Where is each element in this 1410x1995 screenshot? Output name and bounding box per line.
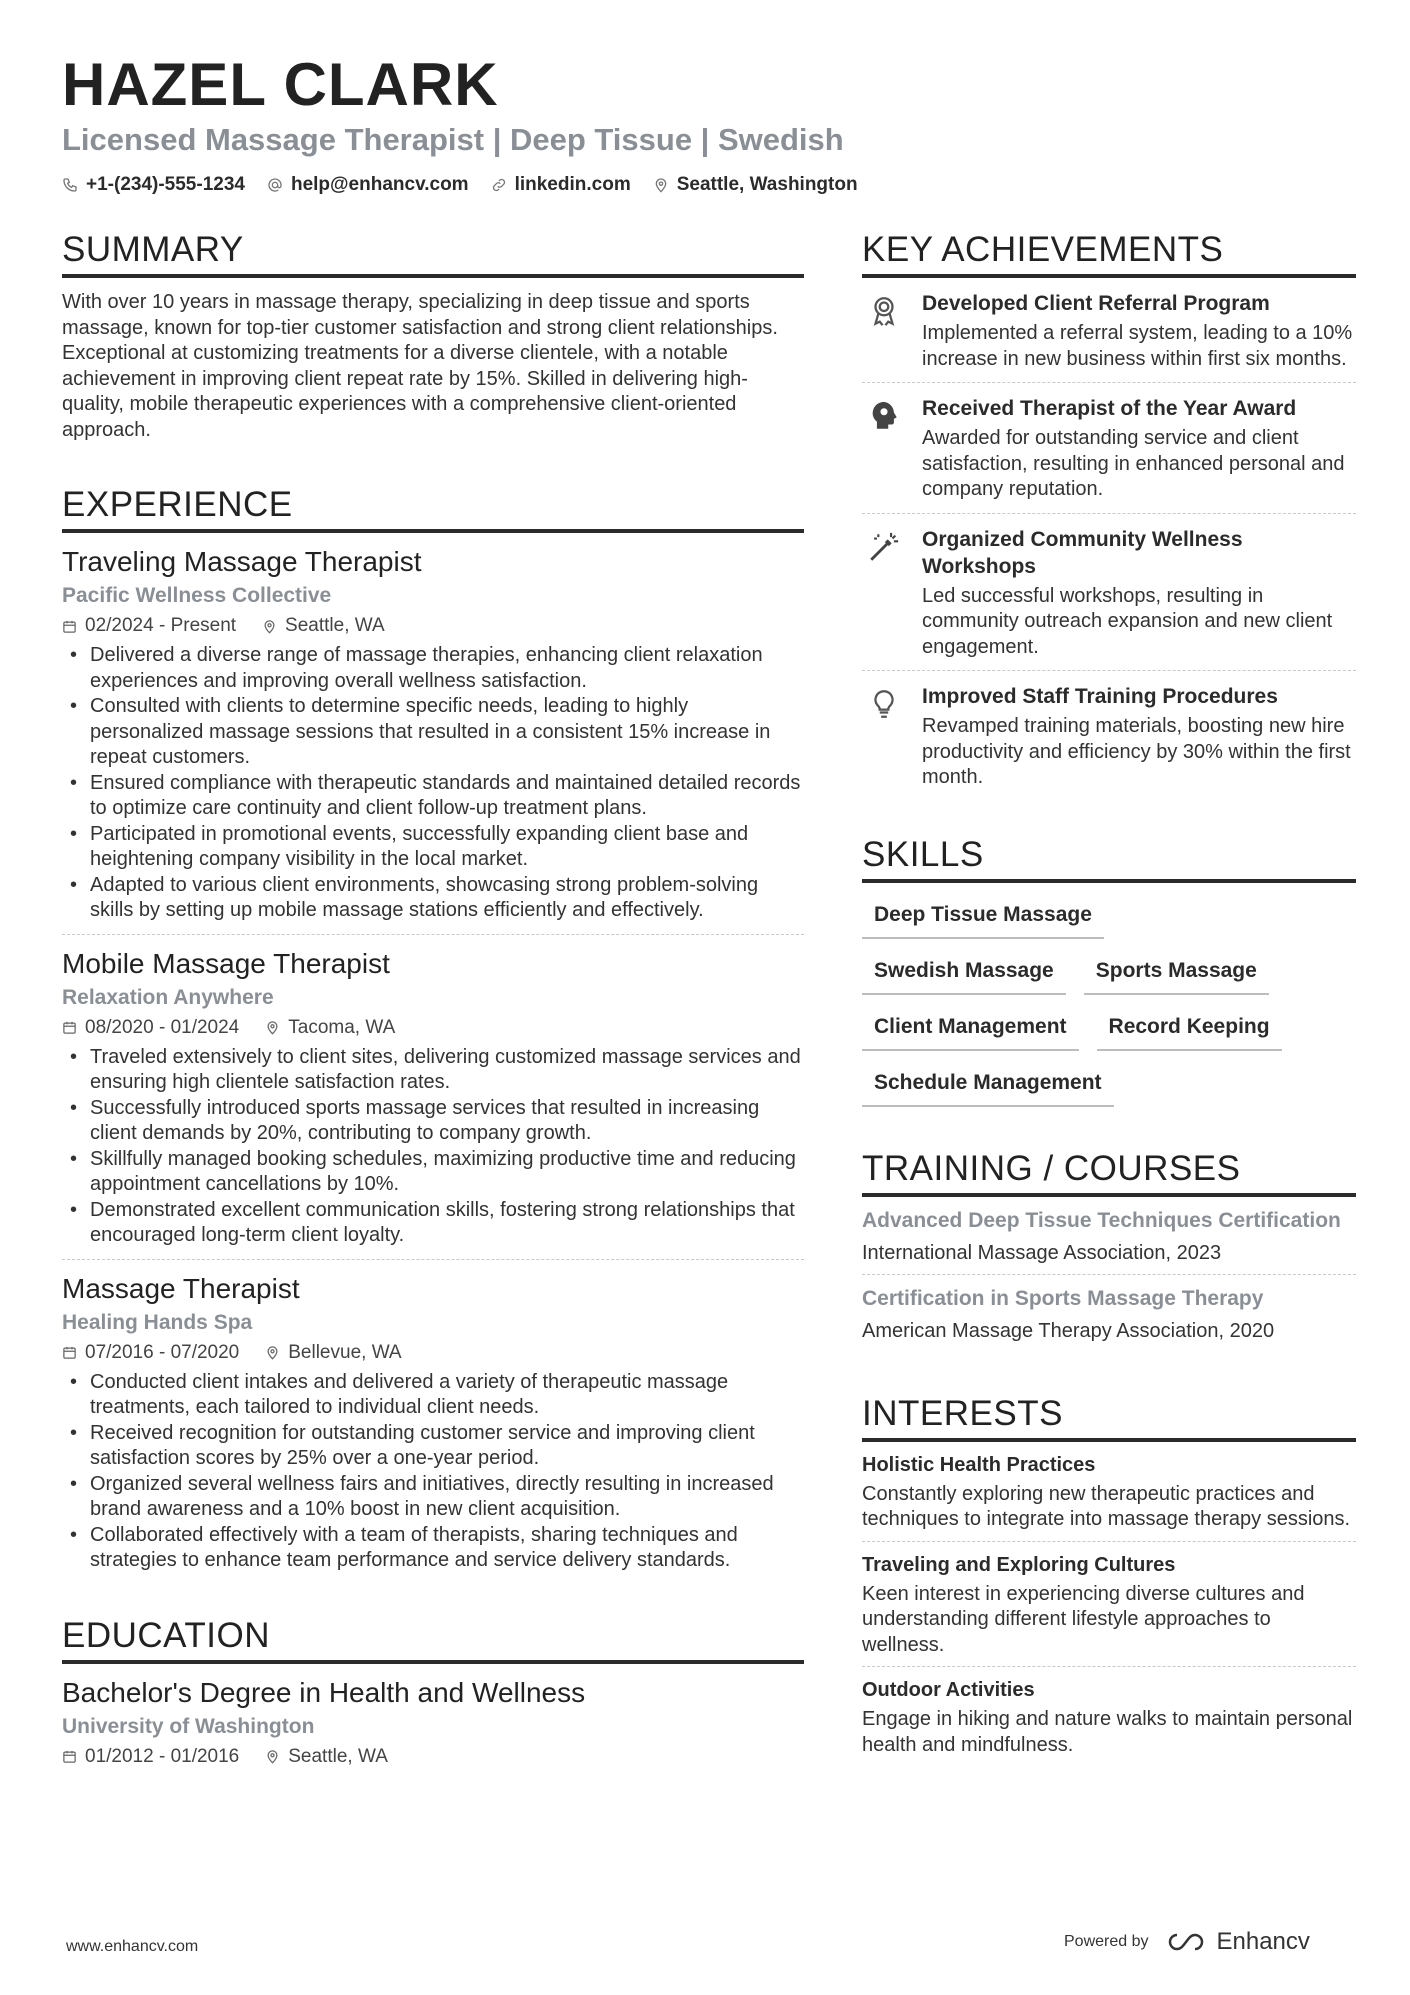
- experience-entry: [62, 935, 804, 1260]
- job-company: Pacific Wellness Collective: [62, 584, 332, 607]
- contact-location: [653, 172, 858, 198]
- courses-heading: TRAINING / COURSES: [862, 1147, 1356, 1197]
- bullet-item: • Consulted with clients to determine specific needs, leading to highly personalized massage sessions that resulted in a consistent 15% increase in repeat customers.: [62, 694, 804, 771]
- brand-logo[interactable]: [1163, 1928, 1310, 1956]
- footer-website[interactable]: www.enhancv.com: [66, 1938, 199, 1955]
- job-meta: [62, 1015, 804, 1041]
- powered-by-text: Powered by: [1064, 1933, 1149, 1950]
- experience-heading: EXPERIENCE: [62, 483, 804, 533]
- achievement-desc: Awarded for outstanding service and client satisfaction, resulting in enhanced personal and company reputation.: [922, 427, 1345, 500]
- bullet-item: • Participated in promotional events, successfully expanding client base and heightening company visibility in the local market.: [62, 822, 804, 873]
- summary-heading: SUMMARY: [62, 228, 804, 278]
- footer-branding: [1064, 1928, 1310, 1956]
- job-dates: 07/2016 - 07/2020: [85, 1341, 240, 1363]
- achievement-title: Organized Community Wellness Workshops: [922, 527, 1243, 578]
- bullet-item: • Demonstrated excellent communication skills, fostering strong relationships that encouraged long-term client loyalty.: [62, 1198, 804, 1249]
- job-meta: [62, 613, 804, 639]
- location-text: Seattle, Washington: [676, 174, 858, 195]
- job-title: Mobile Massage Therapist: [62, 947, 390, 979]
- course-item: [862, 1197, 1356, 1275]
- head-mind-icon: [867, 399, 901, 433]
- interest-title: Outdoor Activities: [862, 1679, 1035, 1701]
- phone-text: +1-(234)-555-1234: [86, 174, 245, 195]
- job-title: Massage Therapist: [62, 1272, 300, 1304]
- calendar-icon: [62, 1749, 77, 1764]
- bullet-item: • Conducted client intakes and delivered a variety of therapeutic massage treatments, each tailored to individual client needs.: [62, 1370, 804, 1421]
- education-location: Seattle, WA: [288, 1745, 388, 1767]
- skill-tag: Swedish Massage: [862, 953, 1066, 995]
- summary-text: With over 10 years in massage therapy, specializing in deep tissue and sports massage, known for top-tier customer satisfaction and strong client relationships. Exceptional at customizing treatments for a diverse clientele, with a notable achievement in improving client repeat rate by 15%. Skilled in delivering high-quality, mobile therapeutic experiences with a comprehensive client-oriented approach.: [62, 291, 778, 441]
- bullet-item: • Ensured compliance with therapeutic standards and maintained detailed records to optimize care continuity and client follow-up treatment plans.: [62, 771, 804, 822]
- interest-item: [862, 1442, 1356, 1542]
- achievement-item: [862, 278, 1356, 383]
- enhancv-logo-icon: [1163, 1930, 1209, 1954]
- interests-heading: INTERESTS: [862, 1392, 1356, 1442]
- location-pin-icon: [653, 177, 669, 193]
- brand-name: Enhancv: [1216, 1928, 1310, 1955]
- job-bullets: [62, 1045, 804, 1249]
- location-pin-icon: [265, 1345, 280, 1360]
- job-location: Tacoma, WA: [288, 1016, 396, 1038]
- bullet-item: • Traveled extensively to client sites, delivering customized massage services and ensuring high clientele satisfaction rates.: [62, 1045, 804, 1096]
- achievement-title: Improved Staff Training Procedures: [922, 685, 1278, 708]
- course-item: [862, 1275, 1356, 1352]
- location-pin-icon: [265, 1020, 280, 1035]
- job-location: Seattle, WA: [285, 615, 385, 636]
- email-text: help@enhancv.com: [290, 174, 469, 195]
- contact-bar: [62, 172, 858, 198]
- interest-desc: Keen interest in experiencing diverse cultures and understanding different lifestyle approaches to wellness.: [862, 1582, 1305, 1656]
- at-icon: [267, 177, 283, 193]
- education-entry: [62, 1664, 804, 1780]
- interest-item: [862, 1542, 1356, 1668]
- skill-tag: Deep Tissue Massage: [862, 897, 1104, 939]
- skill-tag: Client Management: [862, 1009, 1079, 1051]
- skills-list: [862, 897, 1356, 1107]
- linkedin-text: linkedin.com: [514, 174, 631, 195]
- experience-entry: [62, 1260, 804, 1584]
- school-name: University of Washington: [62, 1714, 315, 1738]
- achievement-title: Received Therapist of the Year Award: [922, 397, 1297, 420]
- course-org: American Massage Therapy Association, 2020: [862, 1319, 1275, 1342]
- education-meta: [62, 1744, 804, 1770]
- course-org: International Massage Association, 2023: [862, 1241, 1222, 1264]
- contact-linkedin[interactable]: [491, 172, 631, 198]
- interest-item: [862, 1667, 1356, 1766]
- education-dates: 01/2012 - 01/2016: [85, 1745, 240, 1767]
- interest-desc: Constantly exploring new therapeutic practices and techniques to integrate into massage therapy sessions.: [862, 1482, 1351, 1530]
- bullet-item: • Organized several wellness fairs and initiatives, directly resulting in increased brand awareness and a 10% boost in new client acquisition.: [62, 1472, 804, 1523]
- skills-heading: SKILLS: [862, 833, 1356, 883]
- achievement-desc: Led successful workshops, resulting in community outreach expansion and new client engagement.: [922, 584, 1333, 658]
- education-heading: EDUCATION: [62, 1614, 804, 1664]
- bullet-item: • Skillfully managed booking schedules, maximizing productive time and reducing appointment cancellations by 10%.: [62, 1147, 804, 1198]
- award-ribbon-icon: [867, 294, 901, 328]
- location-pin-icon: [265, 1749, 280, 1764]
- achievement-item: [862, 671, 1356, 801]
- job-dates: 08/2020 - 01/2024: [85, 1016, 240, 1038]
- job-company: Relaxation Anywhere: [62, 985, 274, 1009]
- skill-tag: Schedule Management: [862, 1065, 1114, 1107]
- interest-desc: Engage in hiking and nature walks to maintain personal health and mindfulness.: [862, 1708, 1353, 1756]
- contact-email[interactable]: [267, 172, 469, 198]
- achievement-item: [862, 383, 1356, 514]
- calendar-icon: [62, 1345, 77, 1360]
- bullet-item: • Successfully introduced sports massage services that resulted in increasing client demands by 20%, contributing to company growth.: [62, 1096, 804, 1147]
- candidate-name: HAZEL CLARK: [62, 51, 499, 118]
- left-column: [62, 228, 804, 1780]
- magic-wand-icon: [867, 530, 901, 564]
- contact-phone[interactable]: [62, 172, 245, 198]
- bullet-item: • Collaborated effectively with a team of therapists, sharing techniques and strategies to enhance team performance and service delivery standards.: [62, 1523, 804, 1574]
- bullet-item: • Adapted to various client environments, showcasing strong problem-solving skills by setting up mobile massage stations efficiently and effectively.: [62, 873, 804, 924]
- calendar-icon: [62, 1020, 77, 1035]
- calendar-icon: [62, 619, 77, 634]
- interest-title: Holistic Health Practices: [862, 1453, 1096, 1476]
- right-column: [862, 228, 1356, 1766]
- candidate-tagline: Licensed Massage Therapist | Deep Tissue | Swedish: [62, 122, 844, 157]
- achievement-desc: Revamped training materials, boosting new hire productivity and efficiency by 30% within the first month.: [922, 715, 1351, 788]
- job-bullets: [62, 643, 804, 924]
- lightbulb-icon: [867, 687, 901, 721]
- bullet-item: • Received recognition for outstanding customer service and improving client satisfaction scores by 25% over a one-year period.: [62, 1421, 804, 1472]
- job-company: Healing Hands Spa: [62, 1310, 253, 1334]
- job-meta: [62, 1340, 804, 1366]
- bullet-item: • Delivered a diverse range of massage therapies, enhancing client relaxation experiences and improving overall wellness satisfaction.: [62, 643, 804, 694]
- interest-title: Traveling and Exploring Cultures: [862, 1553, 1176, 1576]
- course-title: Certification in Sports Massage Therapy: [862, 1286, 1264, 1310]
- skill-tag: Record Keeping: [1097, 1009, 1282, 1051]
- job-bullets: [62, 1370, 804, 1574]
- degree-title: Bachelor's Degree in Health and Wellness: [62, 1676, 586, 1708]
- experience-entry: [62, 533, 804, 935]
- job-dates: 02/2024 - Present: [85, 615, 237, 636]
- achievement-desc: Implemented a referral system, leading to a 10% increase in new business within first six months.: [922, 322, 1353, 370]
- phone-icon: [62, 177, 78, 193]
- achievement-item: [862, 514, 1356, 672]
- course-title: Advanced Deep Tissue Techniques Certification: [862, 1208, 1341, 1232]
- job-title: Traveling Massage Therapist: [62, 546, 422, 577]
- skill-tag: Sports Massage: [1084, 953, 1269, 995]
- location-pin-icon: [262, 619, 277, 634]
- achievements-heading: KEY ACHIEVEMENTS: [862, 228, 1356, 278]
- link-icon: [491, 177, 507, 193]
- achievement-title: Developed Client Referral Program: [922, 292, 1270, 315]
- job-location: Bellevue, WA: [288, 1341, 402, 1363]
